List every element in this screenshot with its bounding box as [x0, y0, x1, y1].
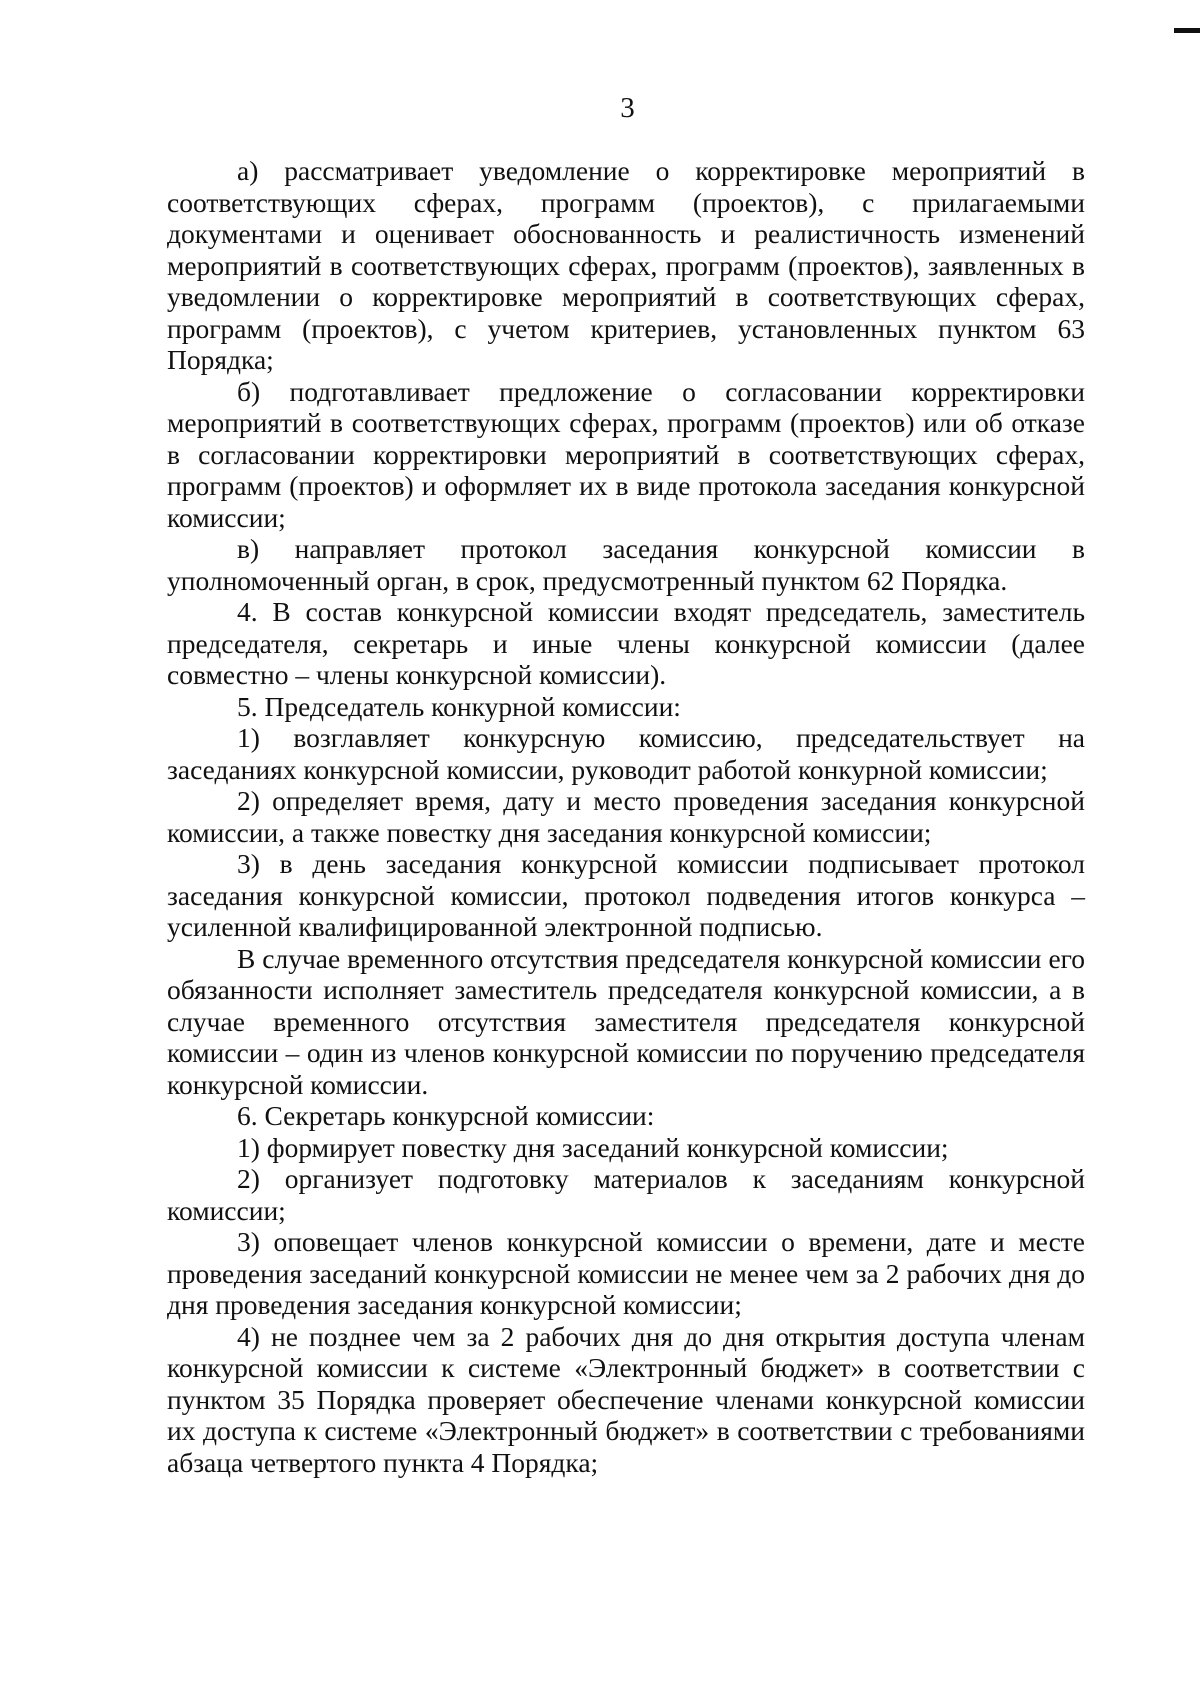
paragraph-6-3: 3) оповещает членов конкурсной комиссии о времени, дате и месте проведения заседаний конкурсной комиссии не менее чем за 2 рабочих дня до дня проведения заседания конкурсной комиссии;: [167, 1226, 1085, 1320]
paragraph-6-1: 1) формирует повестку дня заседаний конкурсной комиссии;: [237, 1131, 949, 1163]
scan-edge-mark: [1174, 28, 1200, 33]
paragraph-b: б) подготавливает предложение о согласовании корректировки мероприятий в соответствующих сферах, программ (проектов) или об отказе в согласовании корректировки мероприятий в соответствующих сферах, программ (проектов) и оформляет их в виде протокола заседания конкурсной комиссии;: [167, 375, 1085, 533]
paragraph-5: 5. Председатель конкурной комиссии:: [237, 690, 681, 722]
paragraph-6-2: 2) организует подготовку материалов к заседаниям конкурсной комиссии;: [167, 1163, 1085, 1226]
paragraph-5-2: 2) определяет время, дату и место проведения заседания конкурсной комиссии, а также повестку дня заседания конкурсной комиссии;: [167, 785, 1085, 848]
page-number: 3: [620, 92, 635, 124]
document-body: [167, 155, 1085, 1478]
paragraph-6-4: 4) не позднее чем за 2 рабочих дня до дня открытия доступа членам конкурсной комиссии к системе «Электронный бюджет» в соответствии с пунктом 35 Порядка проверяет обеспечение членами конкурсной комиссии их доступа к системе «Электронный бюджет» в соответствии с требованиями абзаца четвертого пункта 4 Порядка;: [167, 1320, 1085, 1478]
paragraph-4: 4. В состав конкурсной комиссии входят председатель, заместитель председателя, секретарь и иные члены конкурсной комиссии (далее совместно – члены конкурсной комиссии).: [167, 596, 1085, 690]
paragraph-a: а) рассматривает уведомление о корректировке мероприятий в соответствующих сферах, программ (проектов), с прилагаемыми документами и оценивает обоснованность и реалистичность изменений мероприятий в соответствующих сферах, программ (проектов), заявленных в уведомлении о корректировке мероприятий в соответствующих сферах, программ (проектов), с учетом критериев, установленных пунктом 63 Порядка;: [167, 155, 1085, 375]
paragraph-5-3: 3) в день заседания конкурсной комиссии подписывает протокол заседания конкурсной комиссии, протокол подведения итогов конкурса – усиленной квалифицированной электронной подписью.: [167, 848, 1085, 942]
paragraph-6: 6. Секретарь конкурсной комиссии:: [237, 1100, 655, 1131]
paragraph-5-1: 1) возглавляет конкурсную комиссию, председательствует на заседаниях конкурсной комиссии, руководит работой конкурной комиссии;: [167, 722, 1085, 785]
paragraph-v: в) направляет протокол заседания конкурсной комиссии в уполномоченный орган, в срок, предусмотренный пунктом 62 Порядка.: [167, 533, 1085, 596]
paragraph-absence: В случае временного отсутствия председателя конкурсной комиссии его обязанности исполняет заместитель председателя конкурсной комиссии, а в случае временного отсутствия заместителя председателя конкурсной комиссии – один из членов конкурсной комиссии по поручению председателя конкурсной комиссии.: [167, 942, 1085, 1100]
